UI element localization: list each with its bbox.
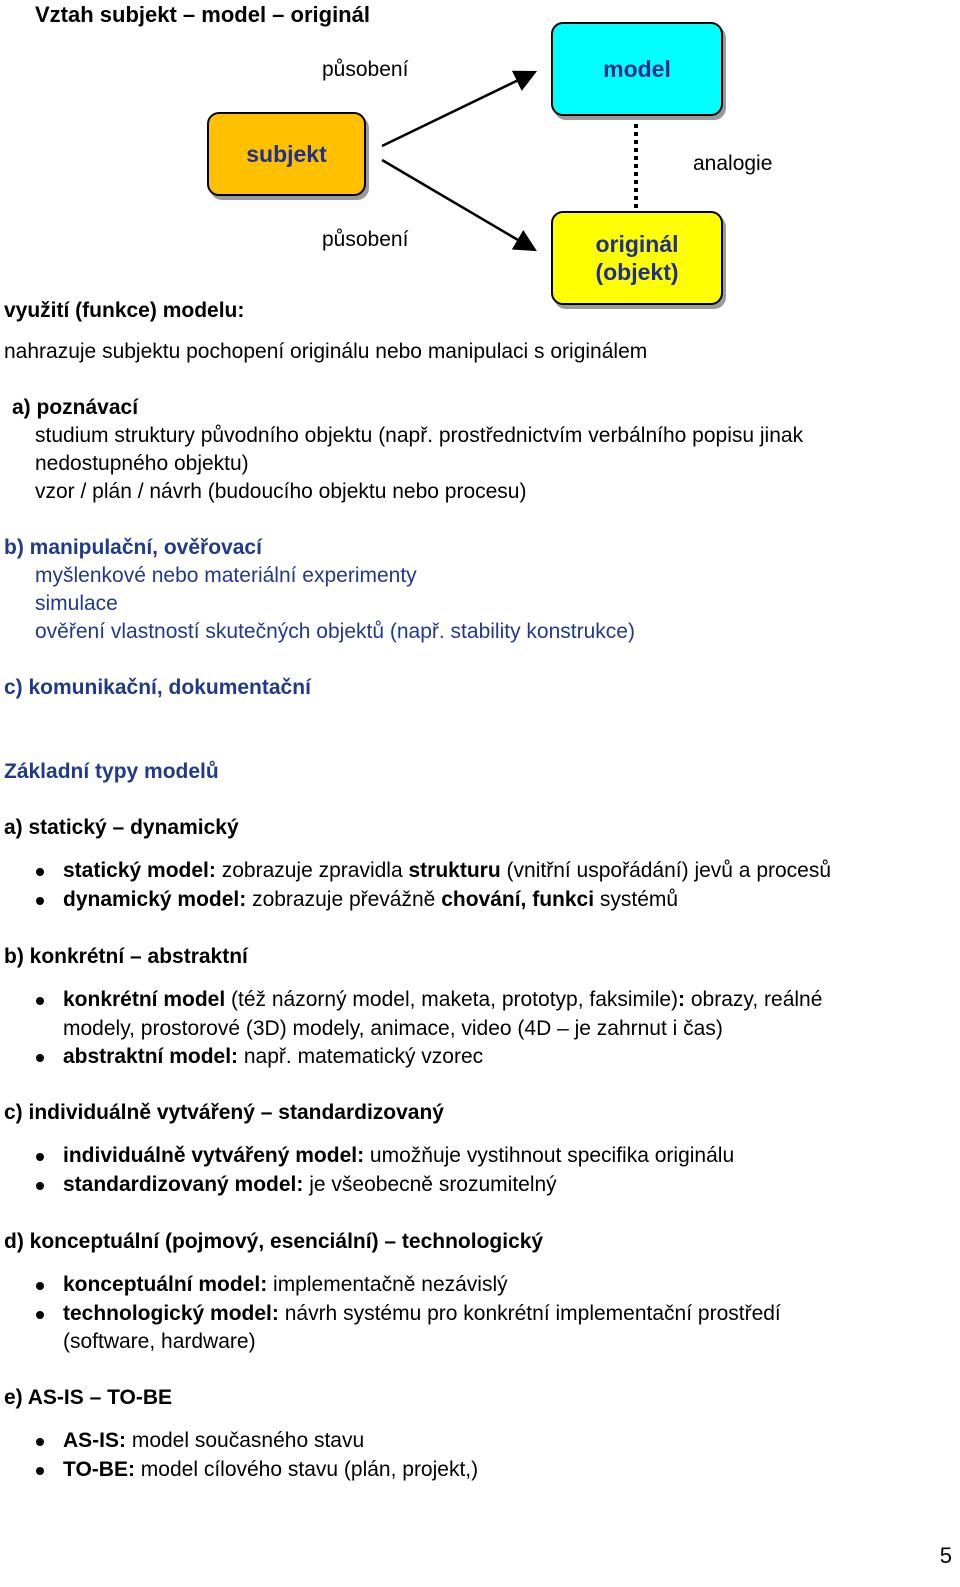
types-b-heading: b) konkrétní – abstraktní: [4, 945, 248, 968]
usage-b-line3: ověření vlastností skutečných objektů (např. stability konstrukce): [35, 620, 635, 643]
types-b-list: [32, 986, 822, 1072]
model-label: model: [603, 56, 671, 82]
page-title: Vztah subjekt – model – originál: [35, 2, 370, 27]
types-e-list: [32, 1427, 478, 1484]
types-a-heading: a) statický – dynamický: [4, 816, 239, 839]
list-item: konceptuální model: implementačně nezávislý: [32, 1271, 781, 1300]
usage-c-heading: c) komunikační, dokumentační: [4, 676, 311, 699]
usage-a-line3: vzor / plán / návrh (budoucího objektu nebo procesu): [35, 480, 527, 503]
list-item: konkrétní model (též názorný model, maketa, prototyp, faksimile): obrazy, reálné modely, prostorové (3D) modely, animace, video (4D – je zahrnut i čas): [32, 986, 822, 1043]
types-heading: Základní typy modelů: [4, 760, 219, 783]
types-d-heading: d) konceptuální (pojmový, esenciální) – technologický: [4, 1230, 544, 1253]
usage-intro: nahrazuje subjektu pochopení originálu nebo manipulaci s originálem: [4, 340, 648, 363]
list-item: dynamický model: zobrazuje převážně chování, funkci systémů: [32, 886, 831, 915]
list-item: standardizovaný model: je všeobecně srozumitelný: [32, 1171, 734, 1200]
types-d-list: [32, 1271, 781, 1357]
original-label-line2: (objekt): [595, 259, 679, 285]
usage-a-heading: a) poznávací: [12, 396, 139, 419]
original-label-line1: originál: [595, 231, 679, 257]
usage-b-heading: b) manipulační, ověřovací: [4, 536, 262, 559]
subjekt-box: [207, 112, 366, 196]
list-item: technologický model: návrh systému pro konkrétní implementační prostředí (software, hardware): [32, 1300, 781, 1357]
types-e-heading: e) AS-IS – TO-BE: [4, 1386, 173, 1409]
relation-diagram-arrows: [0, 0, 960, 320]
list-item: abstraktní model: např. matematický vzorec: [32, 1043, 822, 1072]
list-item: statický model: zobrazuje zpravidla strukturu (vnitřní uspořádání) jevů a procesů: [32, 857, 831, 886]
types-a-list: [32, 857, 831, 914]
analogie-label: analogie: [693, 152, 773, 175]
usage-heading: využití (funkce) modelu:: [4, 299, 245, 322]
page-number: 5: [939, 1543, 952, 1568]
subjekt-label: subjekt: [246, 141, 327, 167]
pusobeni-label-bottom: působení: [322, 228, 409, 251]
list-item: individuálně vytvářený model: umožňuje vystihnout specifika originálu: [32, 1142, 734, 1171]
model-box: [551, 22, 723, 116]
types-c-list: [32, 1142, 734, 1199]
list-item: TO-BE: model cílového stavu (plán, projekt,): [32, 1456, 478, 1485]
types-c-heading: c) individuálně vytvářený – standardizovaný: [4, 1101, 444, 1124]
list-item: AS-IS: model současného stavu: [32, 1427, 478, 1456]
usage-a-line2: nedostupného objektu): [35, 452, 249, 475]
usage-a-line1: studium struktury původního objektu (např. prostřednictvím verbálního popisu jinak: [35, 424, 804, 447]
usage-b-line1: myšlenkové nebo materiální experimenty: [35, 564, 417, 587]
usage-b-line2: simulace: [35, 592, 118, 615]
pusobeni-label-top: působení: [322, 58, 409, 81]
original-box: [551, 211, 723, 305]
